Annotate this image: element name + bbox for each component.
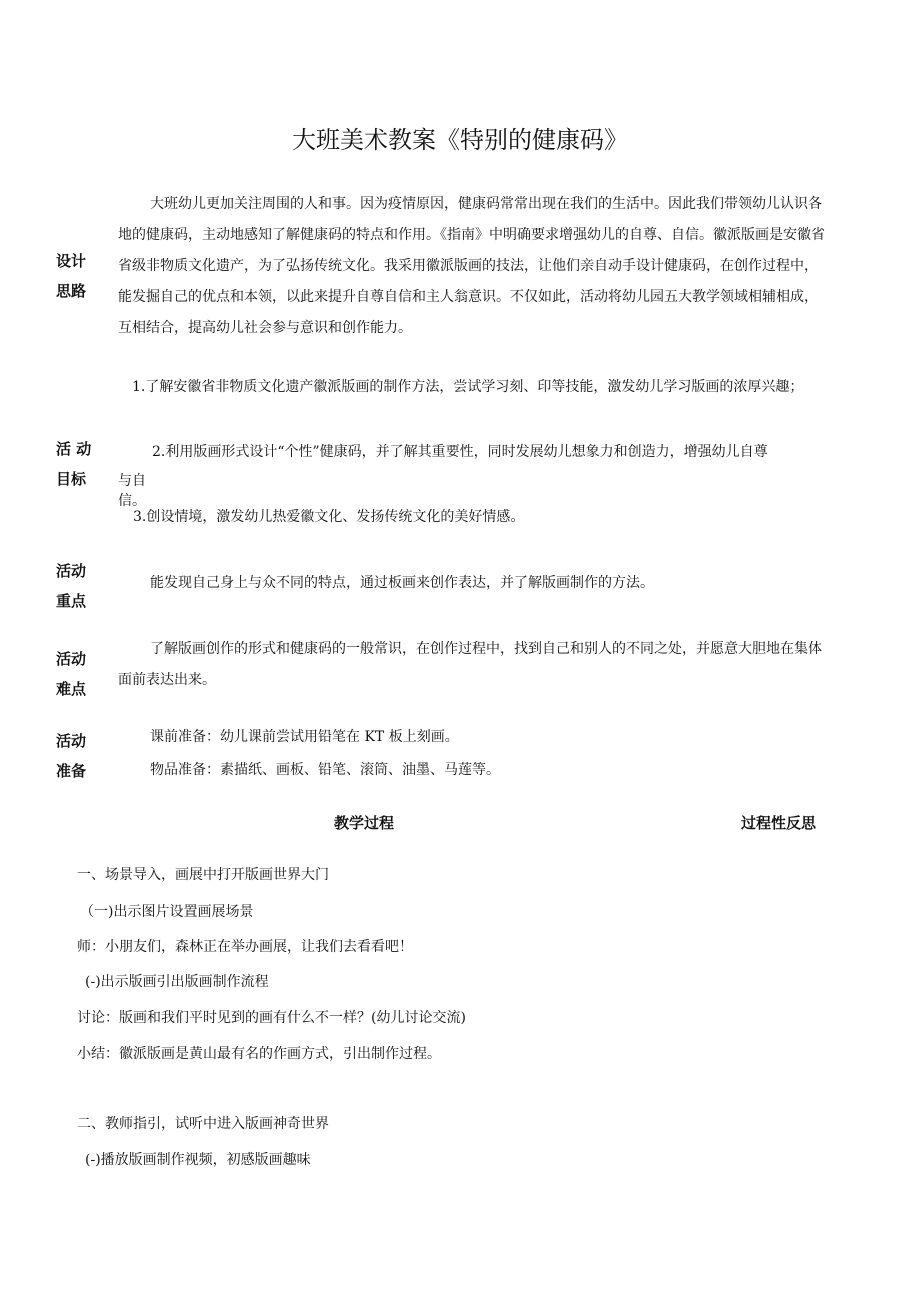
process-line: 二、教师指引，试听中进入版画神奇世界 bbox=[77, 1116, 329, 1132]
process-line: （一)出示图片设置画展场景 bbox=[80, 904, 254, 920]
section-label-prep bbox=[56, 726, 100, 786]
process-line: 师：小朋友们，森林正在举办画展，让我们去看看吧！ bbox=[77, 939, 413, 955]
process-line: 讨论：版画和我们平时见到的画有什么不一样？(幼儿讨论交流) bbox=[77, 1010, 466, 1026]
label-line: 活动 bbox=[56, 732, 87, 750]
reflection-heading: 过程性反思 bbox=[741, 814, 817, 832]
label-line: 活 动 bbox=[56, 440, 92, 458]
goal-1: 1.了解安徽省非物质文化遗产徽派版画的制作方法，尝试学习刻、印等技能，激发幼儿学习版画的浓厚兴趣； bbox=[132, 379, 804, 395]
difficulty-text: 了解版画创作的形式和健康码的一般常识，在创作过程中，找到自己和别人的不同之处，并愿意大胆地在集体面前表达出来。 bbox=[118, 641, 822, 688]
key-point-text: 能发现自己身上与众不同的特点，通过板画来创作表达，并了解版画制作的方法。 bbox=[150, 575, 654, 591]
process-heading: 教学过程 bbox=[334, 814, 395, 832]
label-line: 设计 bbox=[56, 252, 87, 270]
goal-2-wrap-2: 信。 bbox=[118, 493, 146, 509]
design-rationale-text: 大班幼儿更加关注周围的人和事。因为疫情原因，健康码常常出现在我们的生活中。因此我们带领幼儿认识各地的健康码，主动地感知了解健康码的特点和作用。《指南》中明确要求增强幼儿的自尊、自信。徽派版画是安徽省省级非物质文化遗产，为了弘扬传统文化。我采用徽派版画的技法，让他们亲自动手设计健康码，在创作过程中，能发掘自己的优点和本领，以此来提升自尊自信和主人翁意识。不仅如此，活动将幼儿园五大教学领域相辅相成，互相结合，提高幼儿社会参与意识和创作能力。 bbox=[118, 196, 825, 336]
page-title: 大班美术教案《特别的健康码》 bbox=[292, 126, 628, 154]
section-label-difficulty bbox=[56, 644, 100, 704]
label-line: 目标 bbox=[56, 470, 87, 488]
process-line: 一、场景导入，画展中打开版画世界大门 bbox=[77, 867, 329, 883]
label-line: 难点 bbox=[56, 680, 87, 698]
process-line: (-)播放版画制作视频，初感版画趣味 bbox=[85, 1152, 311, 1168]
section-label-goals bbox=[56, 434, 100, 494]
goal-2-wrap: 与自 bbox=[118, 473, 146, 489]
prep-line-2: 物品准备：素描纸、画板、铅笔、滚筒、油墨、马莲等。 bbox=[150, 762, 500, 778]
label-line: 活动 bbox=[56, 562, 87, 580]
label-line: 准备 bbox=[56, 762, 87, 780]
goal-3: 3.创设情境，激发幼儿热爱徽文化、发扬传统文化的美好情感。 bbox=[133, 509, 525, 525]
process-line: (-)出示版画引出版画制作流程 bbox=[85, 974, 269, 990]
process-line: 小结：徽派版画是黄山最有名的作画方式，引出制作过程。 bbox=[77, 1046, 441, 1062]
goal-2: 2.利用版画形式设计“个性”健康码，并了解其重要性，同时发展幼儿想象力和创造力，增强幼儿自尊 bbox=[152, 444, 768, 460]
section-label-design bbox=[56, 246, 100, 306]
prep-line-1: 课前准备：幼儿课前尝试用铅笔在 KT 板上刻画。 bbox=[150, 729, 459, 745]
label-line: 重点 bbox=[56, 592, 87, 610]
label-line: 思路 bbox=[56, 282, 87, 300]
section-label-key bbox=[56, 556, 100, 616]
label-line: 活动 bbox=[56, 650, 87, 668]
